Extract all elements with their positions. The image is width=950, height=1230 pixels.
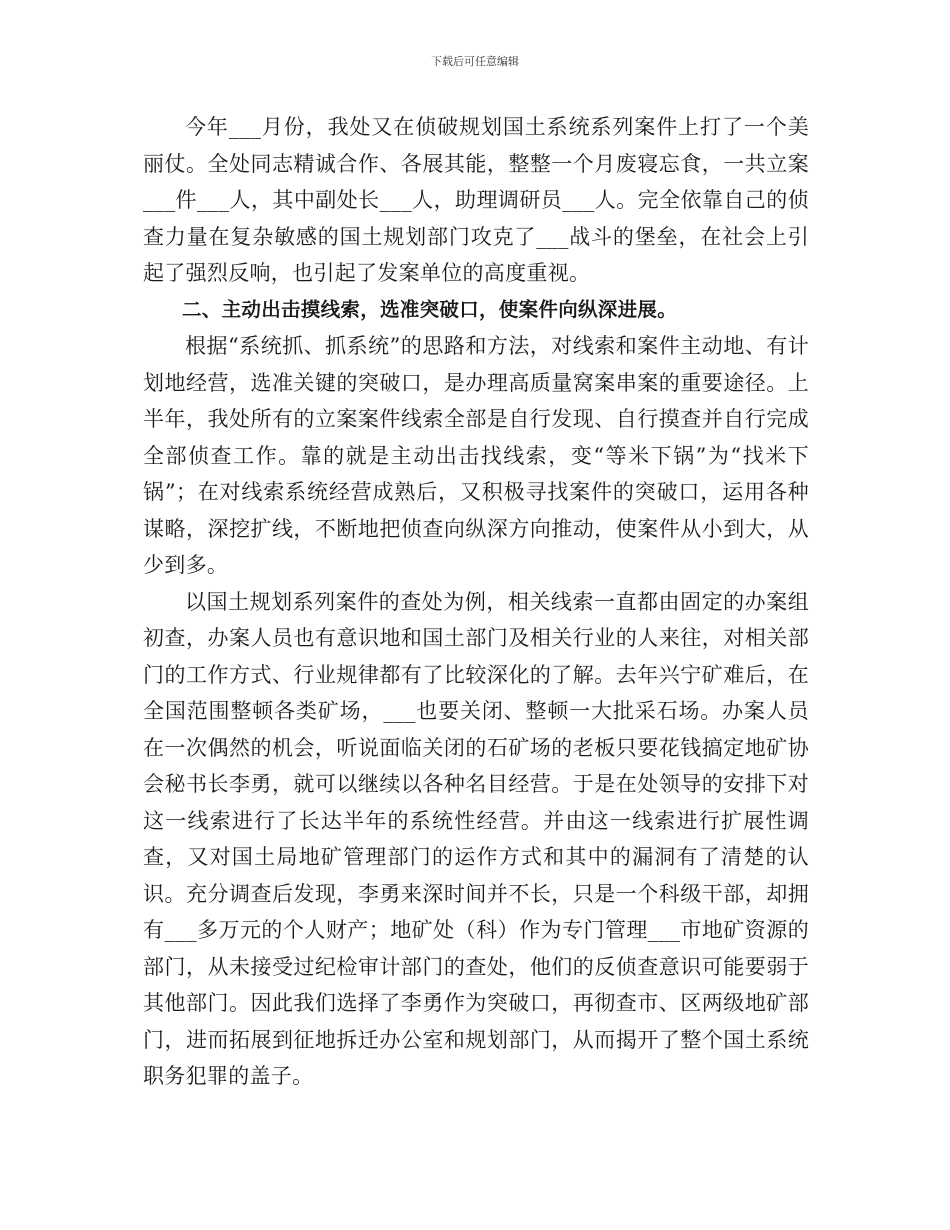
document-body [143,109,809,1095]
paragraph-2: 根据“系统抓、抓系统”的思路和方法，对线索和案件主动地、有计划地经营，选准关键的突破口，是办理高质量窝案串案的重要途径。上半年，我处所有的立案案件线索全部是自行发现、自行摸查并自行完成全部侦查工作。靠的就是主动出击找线索，变“等米下锅”为“找米下锅”；在对线索系统经营成熟后，又积极寻找案件的突破口，运用各种谋略，深挖扩线，不断地把侦查向纵深方向推动，使案件从小到大，从少到多。 [143,334,809,577]
page-header-note: 下载后可任意编辑 [431,55,519,68]
paragraph-3: 以国土规划系列案件的查处为例，相关线索一直都由固定的办案组初查，办案人员也有意识地和国土部门及相关行业的人来往，对相关部门的工作方式、行业规律都有了比较深化的了解。去年兴宁矿难后，在全国范围整顿各类矿场，___也要关闭、整顿一大批采石场。办案人员在一次偶然的机会，听说面临关闭的石矿场的老板只要花钱搞定地矿协会秘书长李勇，就可以继续以各种名目经营。于是在处领导的安排下对这一线索进行了长达半年的系统性经营。并由这一线索进行扩展性调查，又对国土局地矿管理部门的运作方式和其中的漏洞有了清楚的认识。充分调查后发现，李勇来深时间并不长，只是一个科级干部，却拥有___多万元的个人财产；地矿处（科）作为专门管理___市地矿资源的部门，从未接受过纪检审计部门的查处，他们的反侦查意识可能要弱于其他部门。因此我们选择了李勇作为突破口，再彻查市、区两级地矿部门，进而拓展到征地拆迁办公室和规划部门，从而揭开了整个国土系统职务犯罪的盖子。 [143,589,809,1088]
section-heading: 二、主动出击摸线索，选准突破口，使案件向纵深进展。 [182,297,678,321]
paragraph-1: 今年___月份，我处又在侦破规划国土系统系列案件上打了一个美丽仗。全处同志精诚合作、各展其能，整整一个月废寝忘食，一共立案___件___人，其中副处长___人，助理调研员___人。完全依靠自己的侦查力量在复杂敏感的国土规划部门攻克了___战斗的堡垒，在社会上引起了强烈反响，也引起了发案单位的高度重视。 [143,115,809,285]
